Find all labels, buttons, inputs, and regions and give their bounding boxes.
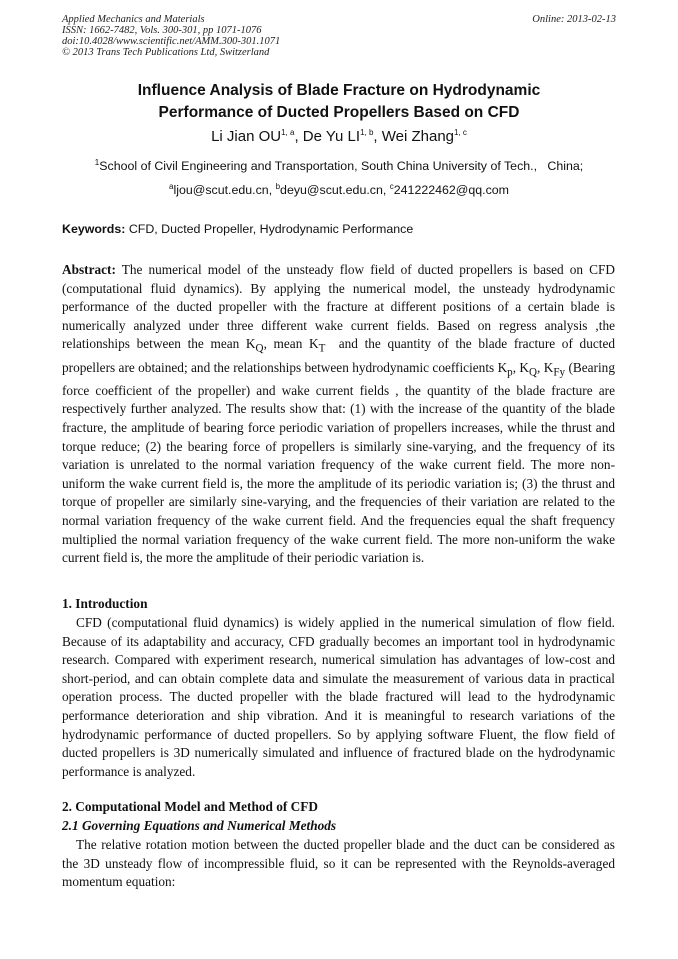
email-link[interactable]: deyu@scut.edu.cn — [280, 183, 383, 197]
abstract-label: Abstract: — [62, 262, 116, 277]
subscript: Fy — [553, 366, 566, 379]
abstract-text: , mean K — [263, 336, 319, 352]
section-heading-introduction: 1. Introduction — [62, 596, 148, 611]
author-sup: 1, a — [281, 128, 295, 137]
abstract-text: (Bearing force coefficient of the propeller) and wake current fields , the quantity of the blade fracture are respectively further analyzed. The results show that: (1) with the increase of the quantity of the blade fracture, the amplitude of bearing force periodic variation of propellers increases, while the thrust and torque reduce; (2) the bearing force of propellers is similarly sine-varying, and the frequency of its variation is unrelated to the normal variation frequency of the wake current field. The more non-uniform the wake current field is, the more the amplitude of its periodic variation is; (3) the thrust and torque of propeller are similarly sine-varying, and the frequencies of their variation are related to the normal variation frequency of the wake current field. And the frequencies equal the shaft frequency multiplied the normal variation frequency of the wake current field. The more non-uniform the wake current field is, the more the amplitude of their periodic variation is. — [62, 359, 615, 566]
subscript: Q — [529, 366, 538, 379]
title-line-1: Influence Analysis of Blade Fracture on Hydrodynamic — [137, 82, 541, 99]
email-link[interactable]: 241222462@qq.com — [393, 183, 509, 197]
running-header — [62, 14, 616, 58]
email-sup: c — [389, 181, 394, 191]
abstract-text: , K — [512, 359, 530, 375]
subscript: Q — [255, 343, 264, 356]
affiliation — [0, 157, 678, 175]
email-link[interactable]: ljou@scut.edu.cn — [173, 183, 269, 197]
author-name: Wei Zhang — [381, 128, 455, 145]
issn-line: ISSN: 1662-7482, Vols. 300-301, pp 1071-1076 — [62, 25, 262, 36]
journal-name: Applied Mechanics and Materials — [62, 14, 205, 25]
author-sup: 1, c — [454, 128, 467, 137]
author-list: Li Jian OU$^{1, a}$, De Yu LI$^{1, b}$, Wei Zhang$^{1, c}$ — [211, 128, 467, 145]
abstract-text: The numerical model of the unsteady flow field of ducted propellers is based on CFD (computational fluid dynamics). By applying the numerical model, the unsteady hydrodynamic performance of the ducted propeller with the fracture at different positions of a certain blade is numerically analyzed under three different wake current fields. Based on regress analysis ,the relationships between the mean K — [62, 262, 615, 352]
introduction-text: CFD (computational fluid dynamics) is widely applied in the numerical simulation of flow field. Because of its adaptability and accuracy, CFD gradually becomes an important tool in hydrodynamic research. Compared with experiment research, numerical simulation has advantages of low-cost and short-period, and can obtain complete data and simulate the measurement of various data in practical operation process. The ducted propeller with the blade fractured will lead to the hydrodynamic performance deterioration and ship vibration. And it is meaningful to research variations of the hydrodynamic performance of ducted propellers. So by applying software Fluent, the flow field of ducted propellers is 3D numerically simulated and influence of fractured blade on the hydrodynamic performance is analyzed. — [62, 615, 615, 779]
author-sup: 1, b — [360, 128, 374, 137]
email-sup: b — [275, 181, 281, 191]
paper-title — [0, 80, 678, 124]
email-sup: a — [169, 181, 174, 191]
subscript: p — [507, 366, 513, 379]
section-heading-model: 2. Computational Model and Method of CFD — [62, 799, 318, 814]
title-line-2: Performance of Ducted Propellers Based on CFD — [158, 104, 520, 121]
keywords-text: CFD, Ducted Propeller, Hydrodynamic Performance — [128, 222, 414, 236]
abstract — [62, 261, 619, 568]
abstract-text: and the quantity of the blade fracture of ducted propellers are obtained; and the relationships between hydrodynamic coefficients K — [62, 336, 619, 375]
affiliation-text: School of Civil Engineering and Transportation, South China University of Tech., China; — [99, 159, 584, 173]
copyright-line: © 2013 Trans Tech Publications Ltd, Switzerland — [62, 47, 270, 58]
author-name: De Yu LI — [302, 128, 361, 145]
author-name: Li Jian OU — [211, 128, 282, 145]
email-list: $^a$ljou@scut.edu.cn, $^b$deyu@scut.edu.cn, $^c$241222462@qq.com — [169, 181, 509, 197]
abstract-text: , K — [537, 359, 554, 375]
doi-line: doi:10.4028/www.scientific.net/AMM.300-301.1071 — [62, 36, 281, 47]
subsection-heading-governing: 2.1 Governing Equations and Numerical Methods — [62, 818, 337, 833]
subscript: T — [318, 343, 326, 356]
online-date: Online: 2013-02-13 — [532, 14, 616, 25]
governing-text: The relative rotation motion between the ducted propeller blade and the duct can be considered as the 3D unsteady flow of incompressible fluid, so it can be represented with the Reynolds-averaged momentum equation: — [62, 837, 615, 890]
keywords-label: Keywords: — [62, 222, 126, 236]
keywords — [62, 222, 413, 236]
affiliation-sup: 1 — [94, 157, 100, 167]
